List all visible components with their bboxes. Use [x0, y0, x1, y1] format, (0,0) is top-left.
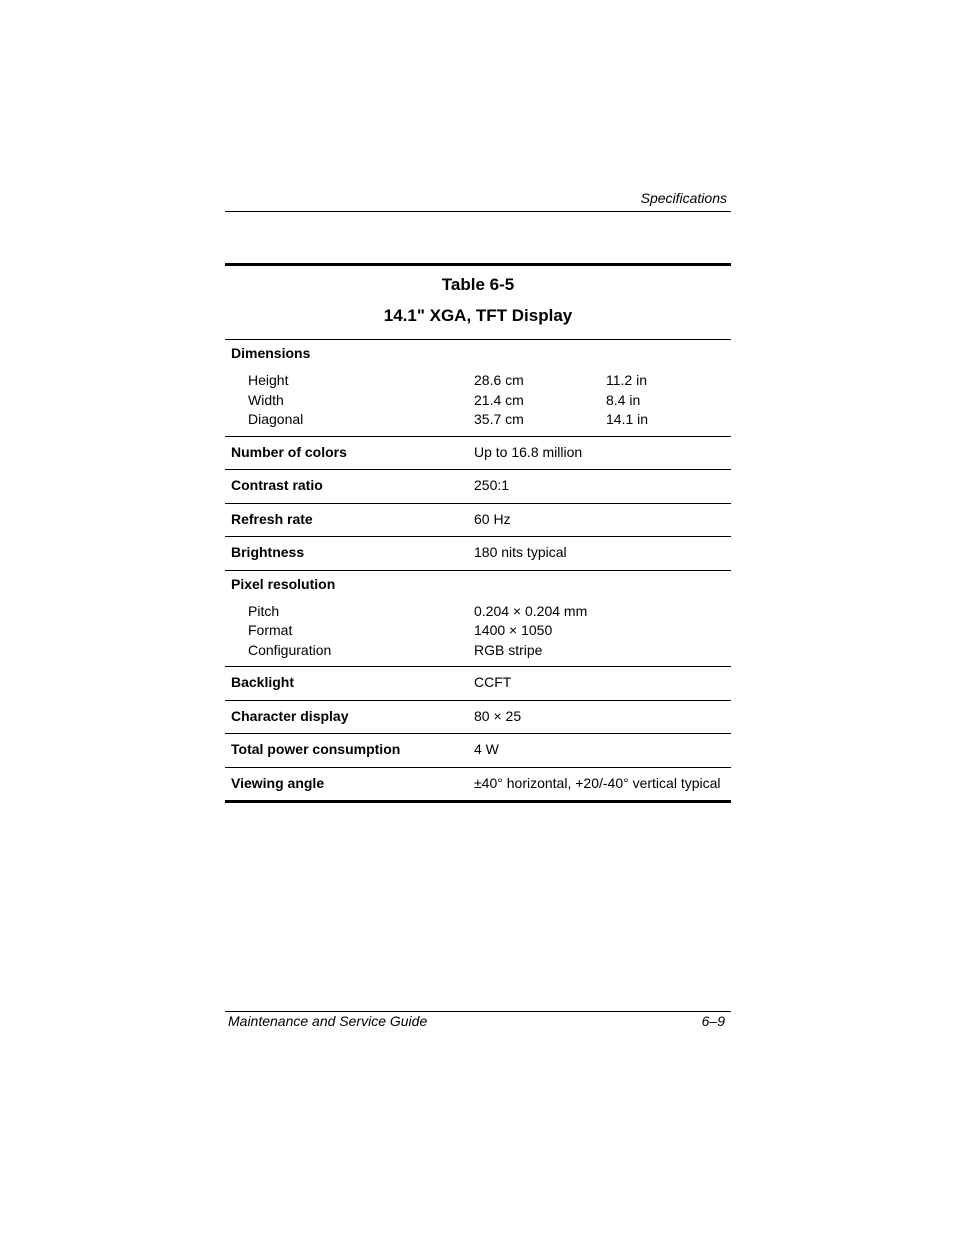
table-row	[225, 371, 731, 391]
row-value: 60 Hz	[474, 510, 511, 527]
table-title: 14.1" XGA, TFT Display	[383, 306, 573, 325]
footer-page-number: 6–9	[701, 1013, 725, 1029]
pixel-resolution-group	[225, 570, 731, 667]
row-value: 250:1	[474, 477, 510, 493]
row-value: 4 W	[474, 741, 499, 757]
table-row	[225, 391, 731, 411]
table-row	[225, 543, 731, 563]
table-row	[225, 602, 731, 622]
row-value: RGB stripe	[474, 641, 543, 658]
row-value: ±40° horizontal, +20/-40° vertical typical	[474, 774, 721, 791]
total-power-group	[225, 733, 731, 767]
row-metric: 28.6 cm	[474, 372, 524, 388]
row-metric: 35.7 cm	[474, 411, 524, 427]
table-number: Table 6-5	[441, 275, 515, 294]
row-label: Character display	[231, 707, 349, 724]
table-row	[225, 476, 731, 496]
brightness-group	[225, 536, 731, 570]
table-row	[225, 510, 731, 530]
pixel-resolution-heading: Pixel resolution	[231, 575, 336, 592]
row-label: Contrast ratio	[231, 477, 323, 493]
row-label: Refresh rate	[231, 510, 313, 527]
table-row	[225, 740, 731, 760]
row-imperial: 8.4 in	[606, 391, 641, 408]
row-metric: 21.4 cm	[474, 391, 524, 408]
footer-rule	[225, 1011, 731, 1012]
table-row	[225, 774, 731, 794]
table-row	[225, 707, 731, 727]
table-row	[225, 673, 731, 693]
row-label: Total power consumption	[231, 741, 401, 757]
row-imperial: 14.1 in	[606, 411, 649, 427]
row-label: Format	[248, 622, 293, 638]
row-value: 80 × 25	[474, 707, 522, 724]
row-value: Up to 16.8 million	[474, 443, 583, 460]
character-display-group	[225, 700, 731, 734]
table-top-rule	[225, 263, 731, 266]
row-label: Number of colors	[231, 443, 347, 460]
table-row	[225, 410, 731, 430]
row-value: CCFT	[474, 674, 512, 690]
backlight-group	[225, 666, 731, 700]
dimensions-group	[225, 339, 731, 436]
dimensions-heading: Dimensions	[231, 345, 311, 361]
table-bottom-rule	[225, 800, 731, 803]
row-label: Pitch	[248, 602, 280, 619]
number-of-colors-group	[225, 436, 731, 470]
spec-table	[225, 263, 731, 803]
footer-guide-title: Maintenance and Service Guide	[228, 1013, 428, 1029]
row-value: 1400 × 1050	[474, 622, 553, 638]
table-row	[225, 641, 731, 661]
contrast-ratio-group	[225, 469, 731, 503]
viewing-angle-group	[225, 767, 731, 801]
row-imperial: 11.2 in	[606, 372, 647, 388]
table-row	[225, 621, 731, 641]
table-row	[225, 443, 731, 463]
row-label: Diagonal	[248, 411, 304, 427]
row-label: Brightness	[231, 544, 305, 560]
running-head: Specifications	[640, 190, 727, 206]
row-label: Viewing angle	[231, 774, 325, 791]
row-label: Configuration	[248, 641, 332, 658]
row-label: Width	[248, 391, 284, 408]
refresh-rate-group	[225, 503, 731, 537]
row-label: Backlight	[231, 674, 295, 690]
row-label: Height	[248, 372, 289, 388]
row-value: 0.204 × 0.204 mm	[474, 602, 588, 619]
row-value: 180 nits typical	[474, 544, 567, 560]
header-rule	[225, 211, 731, 212]
